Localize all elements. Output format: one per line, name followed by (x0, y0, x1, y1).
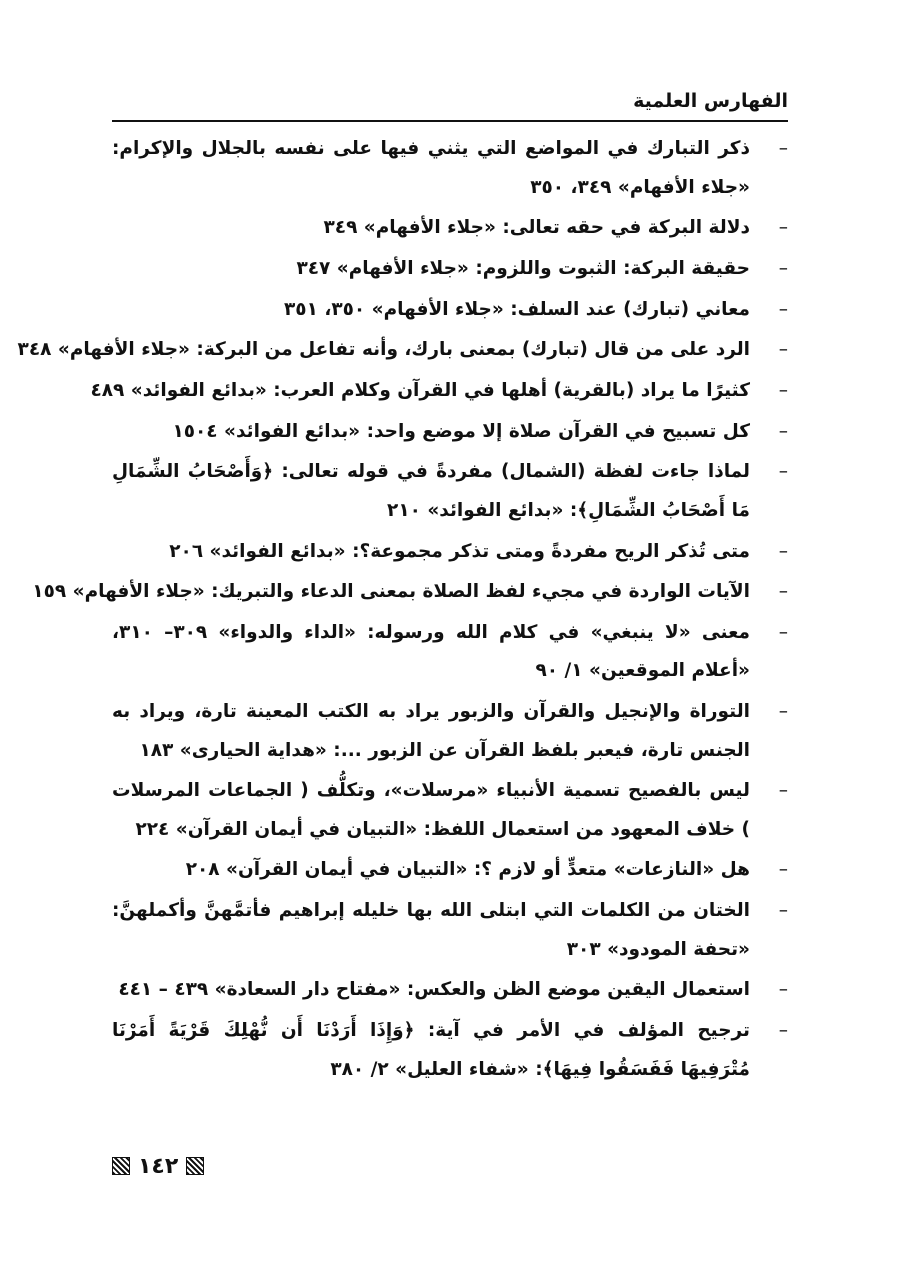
ornament-icon (112, 1157, 130, 1175)
index-entry (112, 291, 788, 330)
entry-text: ترجيح المؤلف في الأمر في آية: ﴿وَإِذَا أَرَدْنَا أَن نُّهْلِكَ قَرْيَةً أَمَرْنَا مُتْرَفِيهَا فَفَسَقُوا فِيهَا﴾: «شفاء العليل» ٢/ ٣٨٠ (112, 1020, 750, 1080)
index-entry (112, 851, 788, 890)
index-entry (112, 533, 788, 572)
entry-dash: – (778, 900, 788, 922)
entry-dash: – (778, 138, 788, 159)
index-entry (112, 892, 788, 969)
entry-text: الآيات الواردة في مجيء لفظ الصلاة بمعنى الدعاء والتبريك: «جلاء الأفهام» ١٥٩ (32, 581, 750, 603)
page-number: ١٤٢ (138, 1153, 179, 1179)
entry-dash: – (778, 979, 788, 1001)
entry-text: التوراة والإنجيل والقرآن والزبور يراد به الكتب المعينة تارة، ويراد به الجنس تارة، فيعبر بلفظ القرآن عن الزبور ...: «هداية الحيارى» ١٨٣ (112, 701, 750, 761)
index-list (17, 130, 788, 1091)
entry-dash: – (778, 461, 788, 483)
entry-text: الختان من الكلمات التي ابتلى الله بها خليله إبراهيم فأتمَّهنَّ وأكملهنَّ: «تحفة المودود» ٣٠٣ (112, 900, 750, 960)
index-entry (112, 250, 788, 289)
entry-dash: – (778, 1020, 788, 1041)
entry-dash: – (778, 581, 788, 603)
entry-text: معاني (تبارك) عند السلف: «جلاء الأفهام» ٣٥٠، ٣٥١ (284, 298, 750, 320)
entry-dash: – (778, 257, 788, 279)
index-entry (112, 413, 788, 452)
entry-text: استعمال اليقين موضع الظن والعكس: «مفتاح دار السعادة» ٤٣٩ – ٤٤١ (118, 979, 750, 1001)
index-entry (112, 772, 788, 849)
entry-text: متى تُذكر الريح مفردةً ومتى تذكر مجموعة؟: «بدائع الفوائد» ٢٠٦ (169, 540, 750, 562)
index-entry (17, 331, 788, 370)
entry-text: ليس بالفصيح تسمية الأنبياء «مرسلات»، وتكلُّف ( الجماعات المرسلات ) خلاف المعهود من استعمال اللفظ: «التبيان في أيمان القرآن» ٢٢٤ (112, 780, 750, 840)
index-entry (90, 372, 788, 411)
entry-text: كثيرًا ما يراد (بالقرية) أهلها في القرآن وكلام العرب: «بدائع الفوائد» ٤٨٩ (90, 379, 750, 401)
running-header (112, 86, 788, 122)
index-entry (112, 971, 788, 1010)
header-title: الفهارس العلمية (633, 90, 788, 112)
entry-dash: – (778, 339, 788, 361)
index-entry (112, 614, 788, 691)
entry-dash: – (778, 420, 788, 442)
page-footer (112, 1146, 204, 1186)
entry-dash: – (778, 859, 788, 881)
index-entry (32, 573, 788, 612)
entry-text: دلالة البركة في حقه تعالى: «جلاء الأفهام» ٣٤٩ (323, 217, 750, 239)
entry-dash: – (778, 780, 788, 802)
index-entry (112, 130, 788, 207)
entry-text: هل «النازعات» متعدٍّ أو لازم ؟: «التبيان في أيمان القرآن» ٢٠٨ (185, 859, 750, 881)
entry-text: لماذا جاءت لفظة (الشمال) مفردةً في قوله تعالى: ﴿وَأَصْحَابُ الشِّمَالِ مَا أَصْحَابُ الشِّمَالِ﴾: «بدائع الفوائد» ٢١٠ (112, 461, 750, 521)
entry-dash: – (778, 621, 788, 643)
entry-dash: – (778, 701, 788, 723)
entry-dash: – (778, 379, 788, 401)
index-entry (112, 693, 788, 770)
index-entry (112, 209, 788, 248)
ornament-icon (186, 1157, 204, 1175)
entry-dash: – (778, 217, 788, 239)
entry-text: كل تسبيح في القرآن صلاة إلا موضع واحد: «بدائع الفوائد» ١٥٠٤ (172, 420, 750, 442)
entry-text: ذكر التبارك في المواضع التي يثني فيها على نفسه بالجلال والإكرام: «جلاء الأفهام» ٣٤٩، ٣٥٠ (112, 138, 750, 198)
index-entry (112, 1012, 788, 1089)
entry-text: الرد على من قال (تبارك) بمعنى بارك، وأنه تفاعل من البركة: «جلاء الأفهام» ٣٤٨ (17, 339, 750, 361)
entry-text: معنى «لا ينبغي» في كلام الله ورسوله: «الداء والدواء» ٣٠٩– ٣١٠، «أعلام الموقعين» ١/ ٩٠ (112, 621, 750, 682)
entry-dash: – (778, 298, 788, 320)
index-entry (112, 453, 788, 530)
entry-dash: – (778, 540, 788, 562)
entry-text: حقيقة البركة: الثبوت واللزوم: «جلاء الأفهام» ٣٤٧ (296, 257, 750, 279)
